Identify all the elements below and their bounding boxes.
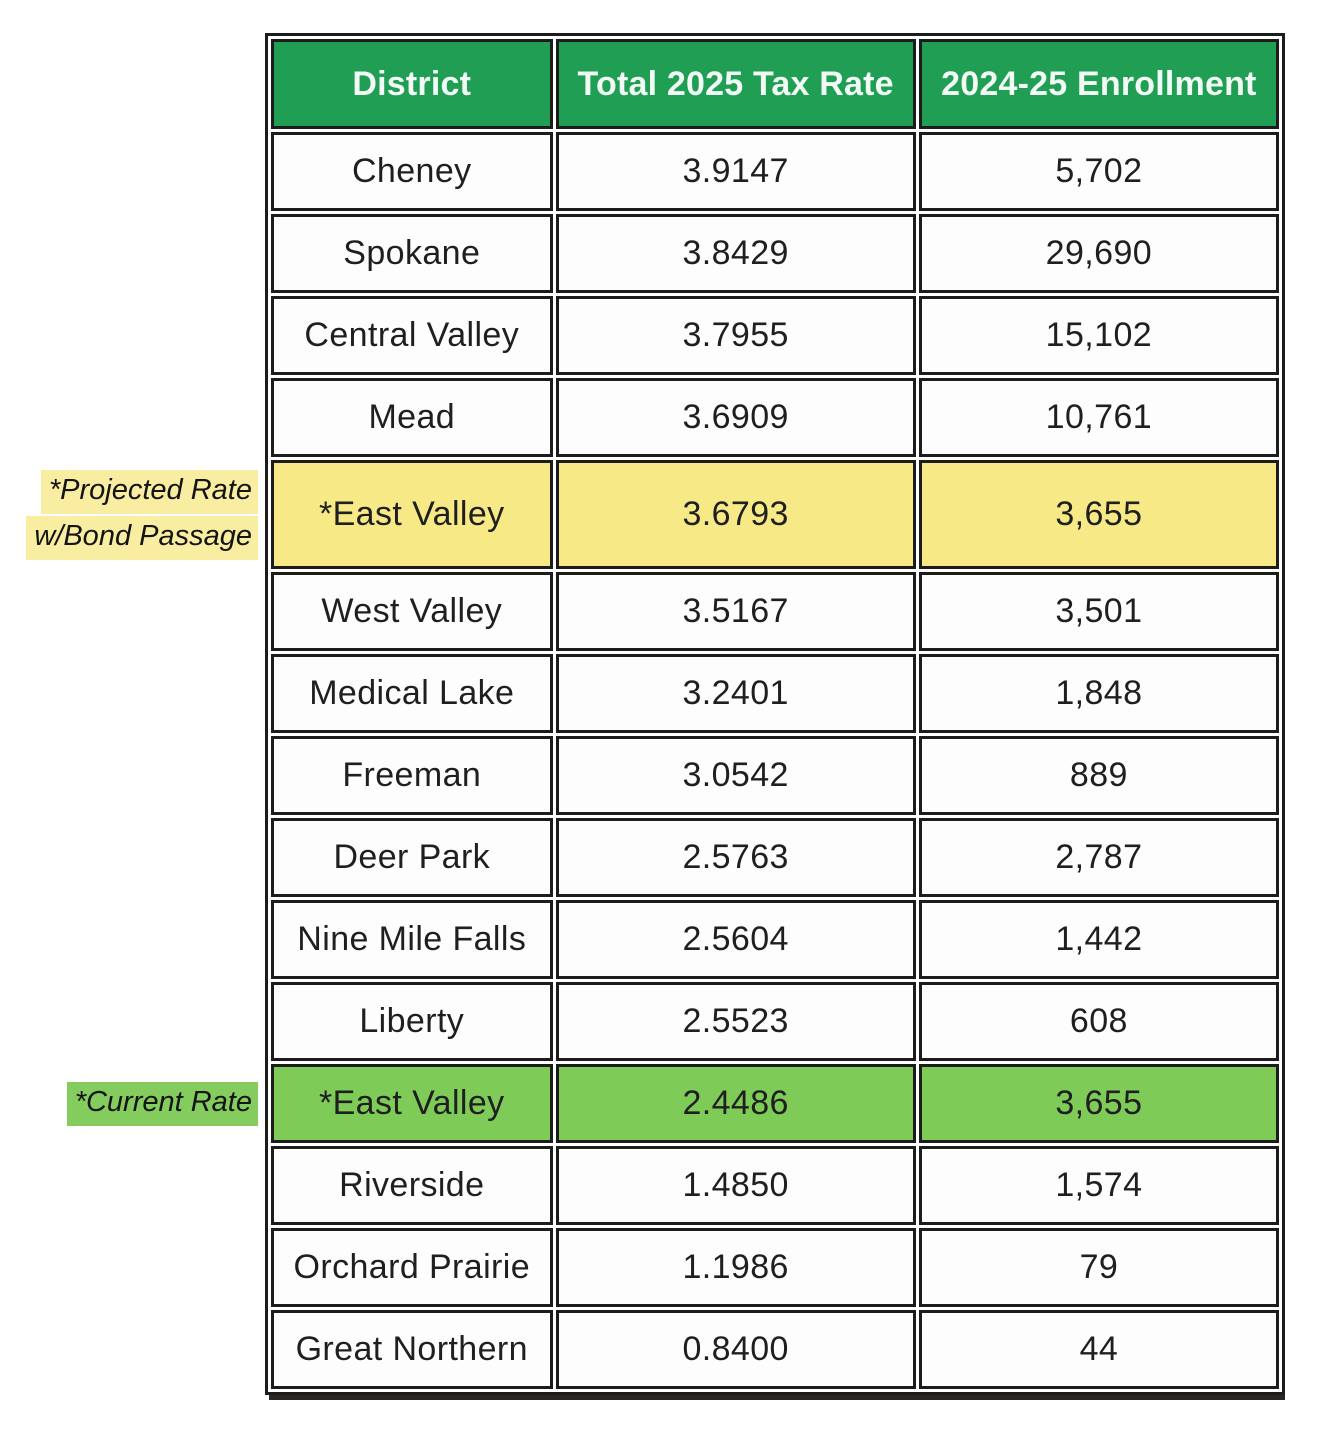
table-row	[271, 1146, 1279, 1225]
cell-district: Orchard Prairie	[271, 1228, 553, 1307]
table-row	[271, 378, 1279, 457]
table-row	[271, 900, 1279, 979]
cell-enrollment: 79	[919, 1228, 1279, 1307]
district-tax-table	[265, 33, 1285, 1395]
column-header-district: District	[271, 39, 553, 129]
cell-district: Riverside	[271, 1146, 553, 1225]
cell-district: *East Valley	[271, 460, 553, 569]
cell-tax-rate: 3.5167	[556, 572, 916, 651]
cell-district: Great Northern	[271, 1310, 553, 1389]
cell-tax-rate: 2.5523	[556, 982, 916, 1061]
cell-district: *East Valley	[271, 1064, 553, 1143]
cell-enrollment: 10,761	[919, 378, 1279, 457]
cell-enrollment: 2,787	[919, 818, 1279, 897]
annotation-current-rate	[0, 1082, 258, 1128]
cell-district: Spokane	[271, 214, 553, 293]
cell-tax-rate: 3.6793	[556, 460, 916, 569]
cell-district: Freeman	[271, 736, 553, 815]
table-header-row	[271, 39, 1279, 129]
cell-enrollment: 1,848	[919, 654, 1279, 733]
cell-tax-rate: 1.1986	[556, 1228, 916, 1307]
cell-enrollment: 1,574	[919, 1146, 1279, 1225]
cell-district: Medical Lake	[271, 654, 553, 733]
table-row	[271, 1064, 1279, 1143]
cell-tax-rate: 3.0542	[556, 736, 916, 815]
table-row	[271, 572, 1279, 651]
cell-enrollment: 889	[919, 736, 1279, 815]
cell-district: West Valley	[271, 572, 553, 651]
cell-tax-rate: 3.9147	[556, 132, 916, 211]
cell-enrollment: 29,690	[919, 214, 1279, 293]
cell-enrollment: 5,702	[919, 132, 1279, 211]
cell-enrollment: 44	[919, 1310, 1279, 1389]
cell-tax-rate: 3.8429	[556, 214, 916, 293]
table-row	[271, 132, 1279, 211]
cell-enrollment: 608	[919, 982, 1279, 1061]
cell-district: Liberty	[271, 982, 553, 1061]
table-row	[271, 460, 1279, 569]
annotation-projected-rate-line1: *Projected Rate	[41, 470, 258, 514]
cell-district: Mead	[271, 378, 553, 457]
table-row	[271, 818, 1279, 897]
table-row	[271, 1310, 1279, 1389]
annotation-projected-rate-line2: w/Bond Passage	[26, 516, 258, 560]
cell-district: Deer Park	[271, 818, 553, 897]
cell-tax-rate: 0.8400	[556, 1310, 916, 1389]
annotation-current-rate-label: *Current Rate	[67, 1082, 258, 1126]
annotation-projected-rate	[0, 470, 258, 562]
table-row	[271, 736, 1279, 815]
cell-enrollment: 1,442	[919, 900, 1279, 979]
column-header-enrollment: 2024-25 Enrollment	[919, 39, 1279, 129]
cell-enrollment: 15,102	[919, 296, 1279, 375]
column-header-tax-rate: Total 2025 Tax Rate	[556, 39, 916, 129]
cell-district: Cheney	[271, 132, 553, 211]
cell-enrollment: 3,501	[919, 572, 1279, 651]
cell-tax-rate: 3.2401	[556, 654, 916, 733]
cell-district: Nine Mile Falls	[271, 900, 553, 979]
cell-tax-rate: 1.4850	[556, 1146, 916, 1225]
table-row	[271, 654, 1279, 733]
cell-tax-rate: 3.7955	[556, 296, 916, 375]
cell-tax-rate: 2.5604	[556, 900, 916, 979]
table-row	[271, 296, 1279, 375]
cell-enrollment: 3,655	[919, 1064, 1279, 1143]
table-row	[271, 1228, 1279, 1307]
table-row	[271, 982, 1279, 1061]
cell-tax-rate: 3.6909	[556, 378, 916, 457]
cell-enrollment: 3,655	[919, 460, 1279, 569]
cell-district: Central Valley	[271, 296, 553, 375]
cell-tax-rate: 2.4486	[556, 1064, 916, 1143]
table-row	[271, 214, 1279, 293]
cell-tax-rate: 2.5763	[556, 818, 916, 897]
